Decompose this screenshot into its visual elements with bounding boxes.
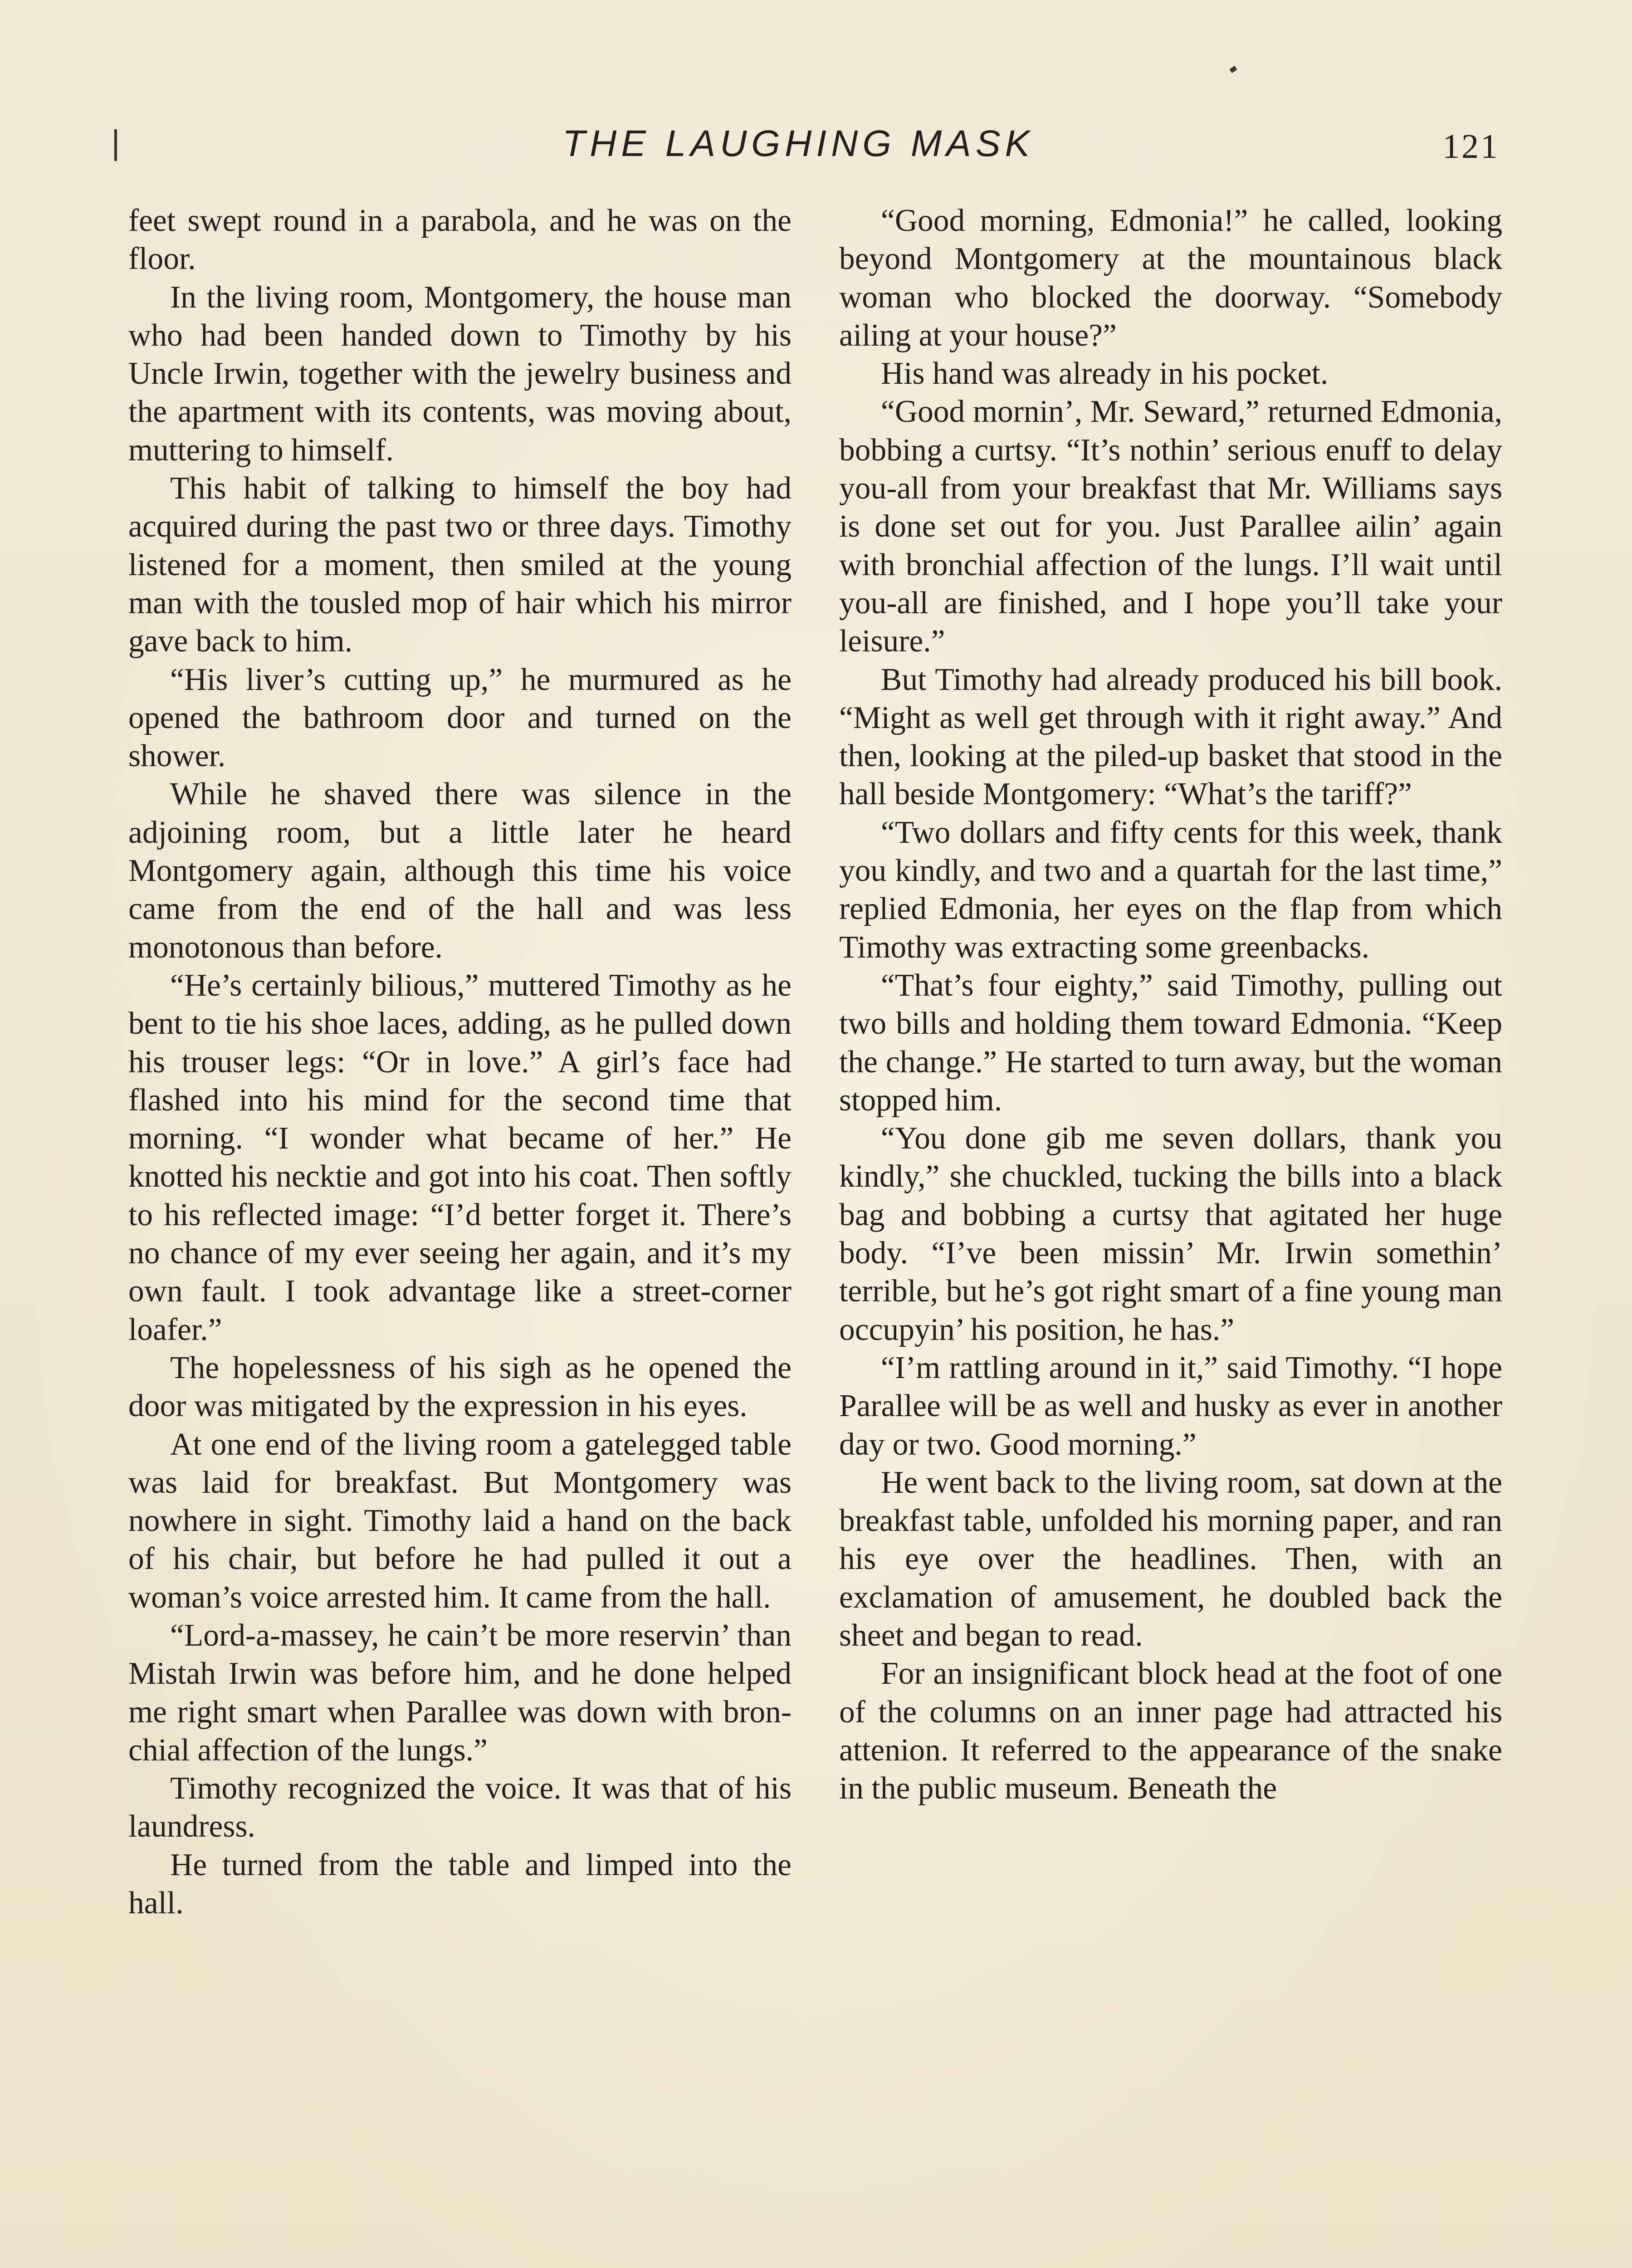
left-column	[128, 202, 792, 1922]
running-title: THE LAUGHING MASK	[562, 123, 1035, 164]
paragraph: “He’s certainly bilious,” muttered Timothy as he bent to tie his shoe laces, adding, as he pulled down his trouser legs: “Or in love.” A girl’s face had flashed into his mind for the second time that morning. “I wonder what became of her.” He knotted his necktie and got into his coat. Then softly to his reflected image: “I’d better forget it. There’s no chance of my ever seeing her again, and it’s my own fault. I took advantage like a street-corner loafer.”	[128, 968, 792, 1347]
paragraph: This habit of talking to himself the boy had acquired during the past two or three days. Timothy listened for a moment, then smiled at the young man with the tousled mop of hair which his mirror gave back to him.	[128, 471, 792, 659]
paragraph: At one end of the living room a gatelegged table was laid for breakfast. But Montgomery was nowhere in sight. Timothy laid a hand on the back of his chair, but before he had pulled it out a woman’s voice arrested him. It came from the hall.	[128, 1427, 792, 1615]
paragraph: “His liver’s cutting up,” he murmured as he opened the bathroom door and turned on the shower.	[128, 662, 792, 774]
paragraph: “That’s four eighty,” said Timothy, pulling out two bills and holding them toward Edmonia. “Keep the change.” He started to turn away, but the woman stopped him.	[839, 968, 1502, 1118]
paragraph: “Good mornin’, Mr. Seward,” returned Edmonia, bobbing a curtsy. “It’s nothin’ serious enuff to delay you-all from your breakfast that Mr. Williams says is done set out for you. Just Parallee ailin’ again with bronchial affection of the lungs. I’ll wait until you-all are finished, and I hope you’ll take your leisure.”	[839, 394, 1502, 659]
paragraph: For an insignificant block head at the foot of one of the columns on an inner page had attracted his attenion. It referred to the appearance of the snake in the public museum. Beneath the	[839, 1656, 1502, 1806]
paragraph: “You done gib me seven dollars, thank you kindly,” she chuckled, tucking the bills into a black bag and bobbing a curtsy that agitated her huge body. “I’ve been missin’ Mr. Irwin somethin’ terrible, but he’s got right smart of a fine young man occupyin’ his position, he has.”	[839, 1121, 1502, 1347]
paragraph: feet swept round in a parabola, and he was on the floor.	[128, 203, 792, 277]
running-head	[0, 119, 1632, 169]
paragraph: “Good morning, Edmonia!” he called, looking beyond Montgomery at the mountainous black woman who blocked the doorway. “Somebody ailing at your house?”	[839, 203, 1502, 353]
paragraph: “Lord-a-massey, he cain’t be more reservin’ than Mistah Irwin was before him, and he done helped me right smart when Parallee was down with bronchial affection of the lungs.”	[128, 1618, 792, 1768]
paragraph: In the living room, Montgomery, the house man who had been handed down to Timothy by his Uncle Irwin, together with the jewelry business and the apartment with its contents, was moving about, muttering to himself.	[128, 279, 792, 468]
paragraph: Timothy recognized the voice. It was that of his laundress.	[128, 1771, 792, 1844]
right-column	[839, 202, 1502, 1808]
paragraph: The hopelessness of his sigh as he opened the door was mitigated by the expression in his eyes.	[128, 1350, 792, 1424]
paragraph: “I’m rattling around in it,” said Timothy. “I hope Parallee will be as well and husky as ever in another day or two. Good morning.”	[839, 1350, 1502, 1462]
paragraph: His hand was already in his pocket.	[881, 356, 1329, 391]
paragraph: He went back to the living room, sat down at the breakfast table, unfolded his morning paper, and ran his eye over the headlines. Then, with an exclamation of amusement, he doubled back the sheet and began to read.	[839, 1465, 1502, 1653]
paragraph: While he shaved there was silence in the adjoining room, but a little later he heard Montgomery again, although this time his voice came from the end of the hall and was less monotonous than before.	[128, 777, 792, 965]
paragraph: He turned from the table and limped into the hall.	[128, 1847, 792, 1921]
paragraph: “Two dollars and fifty cents for this week, thank you kindly, and two and a quartah for the last time,” replied Edmonia, her eyes on the flap from which Timothy was extracting some greenbacks.	[839, 815, 1502, 965]
page-number: 121	[1442, 127, 1500, 166]
paragraph: But Timothy had already produced his bill book. “Might as well get through with it right away.” And then, looking at the piled-up basket that stood in the hall beside Montgomery: “What’s the tariff?”	[839, 662, 1502, 812]
print-mark	[1229, 66, 1237, 73]
